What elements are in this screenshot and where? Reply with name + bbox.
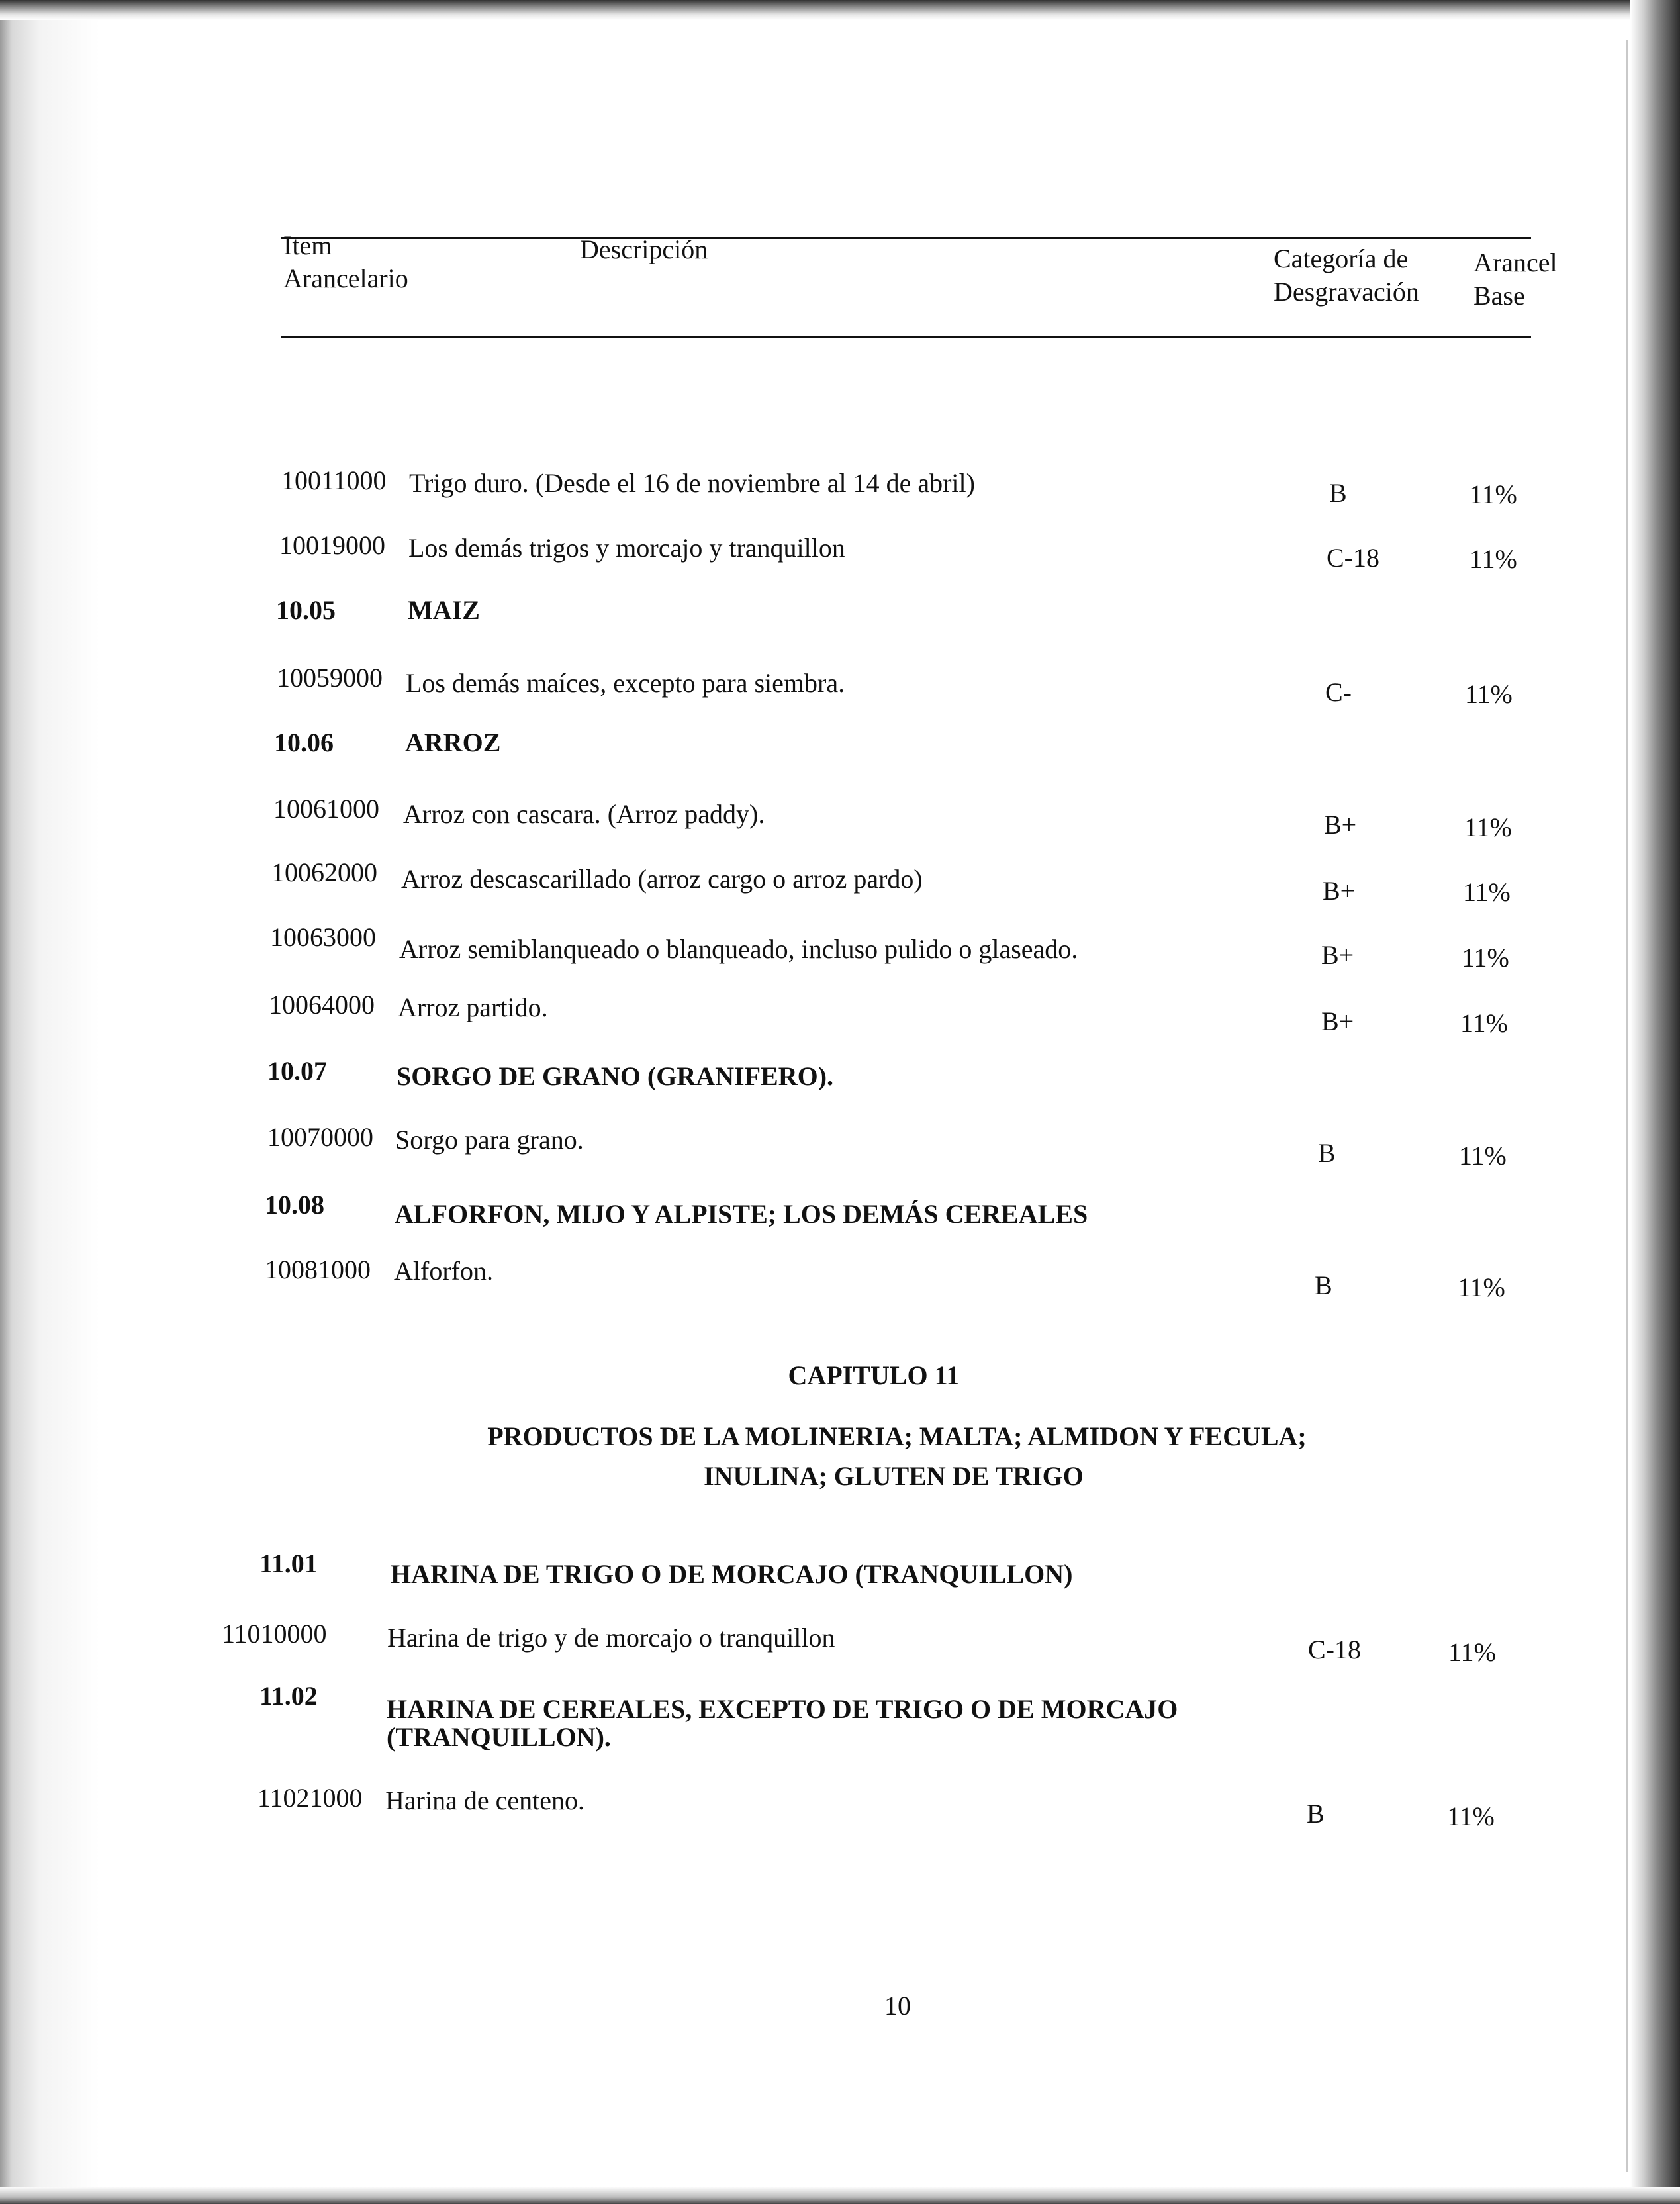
heading-code: 10.08 [265,1190,324,1220]
row-category: B [1315,1270,1332,1300]
row-description: Trigo duro. (Desde el 16 de noviembre al 14 de abril) [409,468,975,498]
row-category: B+ [1323,876,1356,906]
row-base: 11% [1470,544,1517,574]
row-category: B+ [1324,810,1357,839]
row-code: 10081000 [265,1255,371,1284]
row-code: 11010000 [222,1619,327,1649]
row-description: Los demás trigos y morcajo y tranquillon [408,533,845,563]
row-description: Los demás maíces, excepto para siembra. [406,668,845,698]
row-base: 11% [1448,1637,1496,1667]
row-description: Harina de trigo y de morcajo o tranquillon [387,1623,835,1653]
row-description: Arroz con cascara. (Arroz paddy). [403,799,765,829]
heading-code: 11.02 [259,1681,318,1711]
heading-description: HARINA DE TRIGO O DE MORCAJO (TRANQUILLON) [391,1559,1073,1589]
row-code: 10063000 [270,922,376,952]
row-category: C-18 [1327,543,1379,573]
row-category: B [1318,1138,1336,1168]
row-category: C- [1325,677,1352,707]
row-code: 10011000 [281,465,387,495]
heading-code: 10.05 [276,595,336,625]
page-edge-line [1626,40,1628,2172]
heading-description-cont: (TRANQUILLON). [387,1722,611,1752]
header-arancel-label: Arancel Base [1473,248,1558,311]
row-description: Harina de centeno. [385,1786,584,1815]
page-edge-top [0,0,1680,20]
page-edge-bottom [0,2187,1680,2204]
heading-description: ARROZ [405,728,501,757]
page-edge-right [1630,0,1680,2204]
page-edge-left [0,0,99,2204]
row-category: B [1329,478,1347,508]
row-category: C-18 [1308,1635,1361,1664]
row-base: 11% [1458,1272,1505,1302]
page-number: 10 [884,1991,911,2021]
header-top-rule [281,237,1531,239]
row-base: 11% [1464,812,1512,842]
chapter-title: CAPITULO 11 [788,1361,960,1390]
row-category: B+ [1321,940,1354,970]
heading-description: HARINA DE CEREALES, EXCEPTO DE TRIGO O DE MORCAJO [387,1694,1178,1724]
heading-description: SORGO DE GRANO (GRANIFERO). [397,1061,834,1091]
row-base: 11% [1462,943,1509,973]
row-description: Alforfon. [394,1256,493,1286]
row-base: 11% [1465,679,1513,709]
row-code: 11021000 [257,1783,363,1813]
chapter-subtitle-line1: PRODUCTOS DE LA MOLINERIA; MALTA; ALMIDON Y FECULA; [487,1421,1307,1451]
header-category-label: Categoría de Desgravación [1274,244,1419,307]
chapter-subtitle-line2: INULINA; GLUTEN DE TRIGO [704,1461,1084,1491]
row-category: B [1307,1799,1325,1829]
row-code: 10061000 [273,794,379,824]
row-base: 11% [1470,479,1517,509]
row-base: 11% [1460,1008,1508,1038]
header-item-label: Item Arancelario [283,230,408,293]
heading-description: ALFORFON, MIJO Y ALPISTE; LOS DEMÁS CEREALES [395,1199,1088,1229]
row-code: 10019000 [279,530,385,560]
heading-code: 10.06 [274,728,334,757]
row-description: Arroz partido. [398,992,548,1022]
heading-code: 10.07 [267,1056,327,1086]
row-base: 11% [1463,877,1511,907]
row-description: Sorgo para grano. [395,1125,584,1155]
row-base: 11% [1459,1141,1507,1171]
row-code: 10070000 [267,1122,373,1152]
heading-code: 11.01 [259,1549,318,1578]
row-description: Arroz semiblanqueado o blanqueado, incluso pulido o glaseado. [399,934,1078,964]
row-base: 11% [1447,1801,1495,1831]
row-code: 10059000 [277,663,383,693]
heading-description: MAIZ [408,595,480,625]
header-bottom-rule [281,336,1531,338]
row-code: 10062000 [271,857,377,887]
header-description-label: Descripción [580,234,708,264]
row-description: Arroz descascarillado (arroz cargo o arroz pardo) [401,864,923,894]
row-category: B+ [1321,1006,1354,1036]
row-code: 10064000 [269,990,375,1020]
